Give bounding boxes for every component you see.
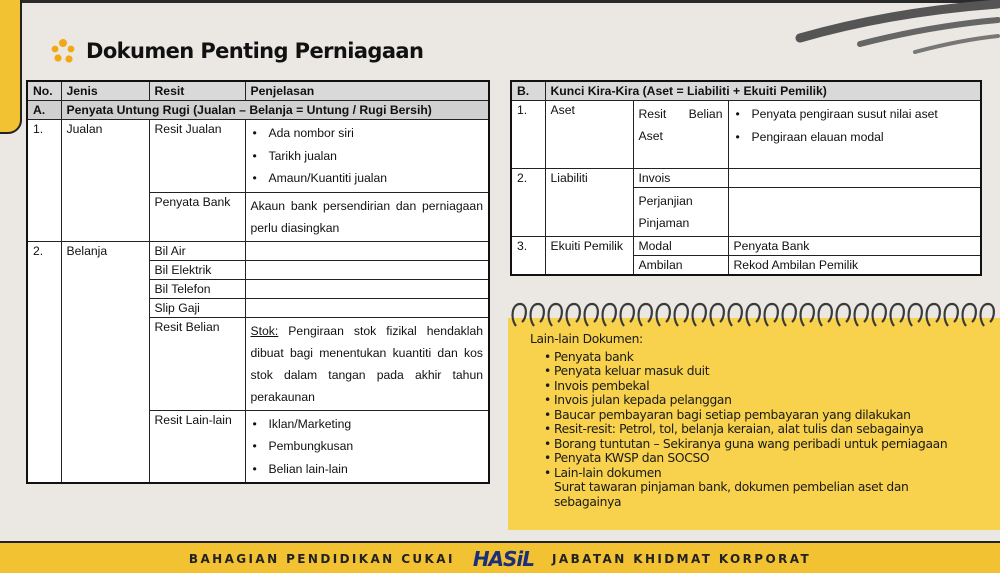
spiral-ring bbox=[729, 304, 742, 326]
spiral-ring bbox=[981, 304, 994, 326]
brush-strokes-decoration bbox=[740, 0, 1000, 70]
row-no: 3. bbox=[511, 237, 545, 276]
notes-sub-text: Surat tawaran pinjaman bank, dokumen pembelian aset dan sebagainya bbox=[554, 480, 909, 509]
col-header-no: No. bbox=[27, 81, 61, 101]
table-row bbox=[27, 120, 489, 193]
row-penjelasan bbox=[245, 279, 489, 298]
col-header-jenis: Jenis bbox=[61, 81, 149, 101]
resit-word: Resit bbox=[638, 107, 667, 121]
row-penjelasan: Akaun bank persendirian dan perniagaan perlu diasingkan bbox=[245, 192, 489, 241]
sparkle-dots-icon bbox=[50, 38, 76, 64]
list-item: • Ada nombor siri bbox=[251, 122, 484, 145]
list-item: • Pembungkusan bbox=[251, 435, 484, 458]
row-resit: Bil Air bbox=[149, 241, 245, 260]
list-item: • Penyata keluar masuk duit bbox=[544, 364, 970, 379]
income-statement-table bbox=[26, 80, 490, 484]
section-no: B. bbox=[511, 81, 545, 101]
row-resit: Resit Jualan bbox=[149, 120, 245, 193]
spiral-ring bbox=[909, 304, 922, 326]
row-penjelasan bbox=[245, 317, 489, 410]
list-item: • Baucar pembayaran bagi setiap pembayaran yang dilakukan bbox=[544, 408, 970, 423]
spiral-ring bbox=[927, 304, 940, 326]
row-jenis: Aset bbox=[545, 101, 633, 169]
list-item: • Iklan/Marketing bbox=[251, 413, 484, 436]
table-row bbox=[511, 169, 981, 188]
row-no: 2. bbox=[27, 241, 61, 483]
row-resit: Bil Elektrik bbox=[149, 260, 245, 279]
list-item: • Penyata KWSP dan SOCSO bbox=[544, 451, 970, 466]
notebook-rings-decoration bbox=[508, 300, 1000, 334]
list-item: • Tarikh jualan bbox=[251, 145, 484, 168]
spiral-ring bbox=[747, 304, 760, 326]
row-jenis: Liabiliti bbox=[545, 169, 633, 237]
table-header-row bbox=[27, 81, 489, 101]
row-penjelasan bbox=[245, 241, 489, 260]
spiral-ring bbox=[621, 304, 634, 326]
section-row-a bbox=[27, 101, 489, 120]
row-penjelasan: Rekod Ambilan Pemilik bbox=[728, 256, 981, 276]
row-resit: Ambilan bbox=[633, 256, 728, 276]
spiral-ring bbox=[567, 304, 580, 326]
spiral-ring bbox=[675, 304, 688, 326]
spiral-ring bbox=[783, 304, 796, 326]
spiral-ring bbox=[837, 304, 850, 326]
list-item: • Belian lain-lain bbox=[251, 458, 484, 481]
col-header-resit: Resit bbox=[149, 81, 245, 101]
footer-right-text: JABATAN KHIDMAT KORPORAT bbox=[552, 552, 812, 566]
row-resit: Invois bbox=[633, 169, 728, 188]
table-row bbox=[511, 101, 981, 169]
footer-bar bbox=[0, 541, 1000, 573]
section-label: Kunci Kira-Kira (Aset = Liabiliti + Ekuiti Pemilik) bbox=[545, 81, 981, 101]
bullet-list bbox=[251, 413, 484, 481]
list-item: • Invois pembekal bbox=[544, 379, 970, 394]
spiral-ring bbox=[945, 304, 958, 326]
spiral-ring bbox=[711, 304, 724, 326]
col-header-penjelasan: Penjelasan bbox=[245, 81, 489, 101]
stok-text: Pengiraan stok fizikal hendaklah dibuat bagi menentukan kuantiti dan kos stok dalam tangan pada akhir tahun perakaunan bbox=[250, 323, 483, 404]
spiral-ring bbox=[693, 304, 706, 326]
hasil-logo: HASiL bbox=[472, 547, 535, 571]
section-no: A. bbox=[27, 101, 61, 120]
row-resit: Bil Telefon bbox=[149, 279, 245, 298]
row-resit bbox=[633, 188, 728, 237]
row-jenis: Jualan bbox=[61, 120, 149, 242]
row-resit bbox=[633, 101, 728, 169]
list-item: • Borang tuntutan – Sekiranya guna wang peribadi untuk perniagaan bbox=[544, 437, 970, 452]
list-item: • Pengiraan elauan modal bbox=[734, 126, 976, 149]
title-block bbox=[50, 38, 423, 64]
list-item: • Penyata bank bbox=[544, 350, 970, 365]
spiral-ring bbox=[639, 304, 652, 326]
list-item: • Resit-resit: Petrol, tol, belanja keraian, alat tulis dan sebagainya bbox=[544, 422, 970, 437]
notes-content bbox=[530, 332, 970, 509]
list-item: • Amaun/Kuantiti jualan bbox=[251, 167, 484, 190]
row-jenis: Ekuiti Pemilik bbox=[545, 237, 633, 276]
footer-left-text: BAHAGIAN PENDIDIKAN CUKAI bbox=[188, 552, 455, 566]
notes-heading: Lain-lain Dokumen: bbox=[530, 332, 643, 346]
row-no: 2. bbox=[511, 169, 545, 237]
spiral-ring bbox=[963, 304, 976, 326]
belian-word: Belian bbox=[688, 107, 723, 121]
row-no: 1. bbox=[511, 101, 545, 169]
row-resit: Resit Lain-lain bbox=[149, 410, 245, 483]
spiral-ring bbox=[855, 304, 868, 326]
row-resit: Slip Gaji bbox=[149, 298, 245, 317]
row-no: 1. bbox=[27, 120, 61, 242]
spiral-ring bbox=[873, 304, 886, 326]
list-item: • Penyata pengiraan susut nilai aset bbox=[734, 103, 976, 126]
row-resit: Modal bbox=[633, 237, 728, 256]
spiral-ring bbox=[765, 304, 778, 326]
spiral-ring bbox=[801, 304, 814, 326]
spiral-ring bbox=[531, 304, 544, 326]
corner-accent bbox=[0, 0, 22, 134]
row-penjelasan bbox=[245, 298, 489, 317]
row-penjelasan bbox=[245, 410, 489, 483]
page-title: Dokumen Penting Perniagaan bbox=[86, 39, 424, 63]
spiral-ring bbox=[603, 304, 616, 326]
aset-word: Aset bbox=[638, 129, 663, 143]
bullet-list bbox=[734, 103, 976, 148]
row-penjelasan bbox=[728, 169, 981, 188]
list-item: • Invois julan kepada pelanggan bbox=[544, 393, 970, 408]
perjanjian-word: Perjanjian bbox=[638, 194, 693, 208]
row-penjelasan bbox=[728, 188, 981, 237]
row-resit: Resit Belian bbox=[149, 317, 245, 410]
table-row bbox=[511, 237, 981, 256]
table-row bbox=[27, 241, 489, 260]
spiral-ring bbox=[819, 304, 832, 326]
table-header-row bbox=[511, 81, 981, 101]
balance-sheet-table bbox=[510, 80, 982, 276]
spiral-ring bbox=[891, 304, 904, 326]
row-resit: Penyata Bank bbox=[149, 192, 245, 241]
row-penjelasan bbox=[245, 120, 489, 193]
row-penjelasan: Penyata Bank bbox=[728, 237, 981, 256]
list-item: • Lain-lain dokumen bbox=[544, 466, 970, 481]
row-penjelasan bbox=[728, 101, 981, 169]
row-jenis: Belanja bbox=[61, 241, 149, 483]
pinjaman-word: Pinjaman bbox=[638, 216, 690, 230]
spiral-ring bbox=[549, 304, 562, 326]
stok-label: Stok: bbox=[250, 323, 279, 338]
spiral-ring bbox=[513, 304, 526, 326]
bullet-list bbox=[251, 122, 484, 190]
section-label: Penyata Untung Rugi (Jualan – Belanja = Untung / Rugi Bersih) bbox=[61, 101, 489, 120]
row-penjelasan bbox=[245, 260, 489, 279]
spiral-ring bbox=[657, 304, 670, 326]
notes-card bbox=[508, 300, 1000, 530]
resit-line bbox=[639, 103, 723, 125]
spiral-ring bbox=[585, 304, 598, 326]
notes-list bbox=[530, 350, 970, 481]
